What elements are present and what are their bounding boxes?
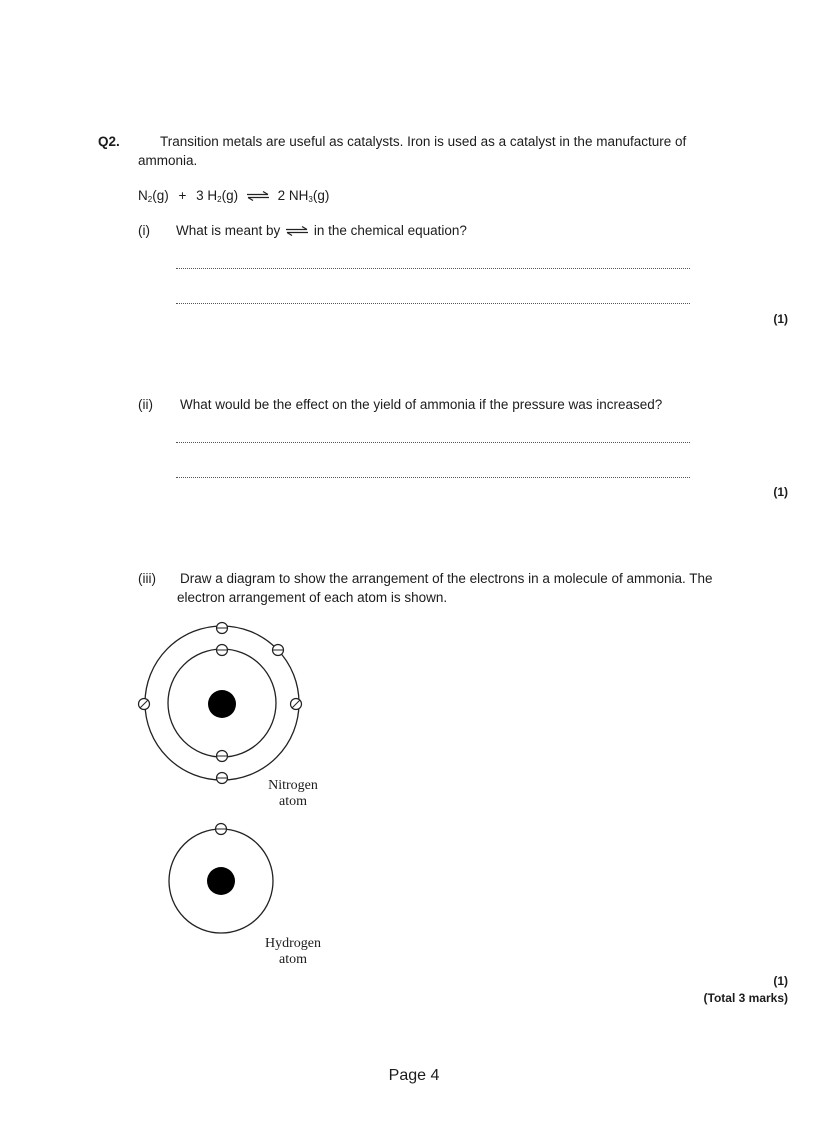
electron-icon (139, 699, 150, 710)
part-iii-question-line1: Draw a diagram to show the arrangement of the electrons in a molecule of ammonia. The (180, 571, 713, 586)
page-number: Page 4 (388, 1067, 440, 1084)
electron-icon (217, 645, 228, 656)
part-ii-label: (ii) (138, 397, 153, 412)
eq-n2-state: (g) (152, 188, 169, 203)
answer-line[interactable] (176, 303, 690, 304)
nitrogen-label-line2: atom (279, 794, 307, 809)
eq-nh3-state: (g) (312, 188, 330, 203)
electron-icon (217, 623, 228, 634)
hydrogen-label-line2: atom (279, 952, 307, 967)
part-ii-marks: (1) (773, 485, 788, 499)
eq-n2: N (138, 188, 148, 203)
nitrogen-label (258, 778, 328, 810)
chemical-equation (138, 186, 329, 209)
part-i-question (176, 221, 467, 240)
hydrogen-atom-diagram (160, 820, 280, 942)
hydrogen-label (256, 936, 330, 968)
eq-h2-state: (g) (221, 188, 239, 203)
part-i-text-before: What is meant by (176, 223, 281, 238)
question-intro-line1: Transition metals are useful as catalysts. Iron is used as a catalyst in the manufacture of (160, 134, 687, 149)
reversible-arrow-icon (285, 226, 309, 236)
question-intro-line2: ammonia. (138, 153, 198, 168)
eq-n2-sub: 2 (147, 195, 153, 204)
eq-nh3: 2 NH (277, 188, 309, 203)
eq-nh3-sub: 3 (308, 195, 313, 204)
nitrogen-nucleus (208, 690, 236, 718)
part-i-text-after: in the chemical equation? (313, 223, 467, 238)
part-iii-question-line2: electron arrangement of each atom is shown. (177, 590, 448, 605)
total-marks: (Total 3 marks) (703, 991, 788, 1005)
electron-icon (217, 751, 228, 762)
part-ii-question: What would be the effect on the yield of ammonia if the pressure was increased? (180, 397, 663, 412)
answer-line[interactable] (176, 268, 690, 269)
eq-plus: + (178, 188, 187, 203)
eq-h2-sub: 2 (217, 195, 222, 204)
question-number: Q2. (98, 134, 120, 149)
part-i-label: (i) (138, 223, 150, 238)
electron-icon (291, 699, 302, 710)
part-iii-marks (704, 973, 788, 1007)
part-i-marks: (1) (773, 312, 788, 326)
electron-icon (216, 824, 227, 835)
nitrogen-atom-diagram (130, 615, 320, 790)
reversible-arrow-icon (246, 191, 270, 201)
part-iii-label: (iii) (138, 571, 156, 586)
eq-h2: 3 H (196, 188, 218, 203)
answer-line[interactable] (176, 477, 690, 478)
hydrogen-label-line1: Hydrogen (265, 936, 321, 951)
nitrogen-label-line1: Nitrogen (268, 778, 318, 793)
electron-icon (273, 645, 284, 656)
electron-icon (217, 773, 228, 784)
answer-line[interactable] (176, 442, 690, 443)
part-iii-mark: (1) (773, 974, 788, 988)
hydrogen-nucleus (207, 867, 235, 895)
